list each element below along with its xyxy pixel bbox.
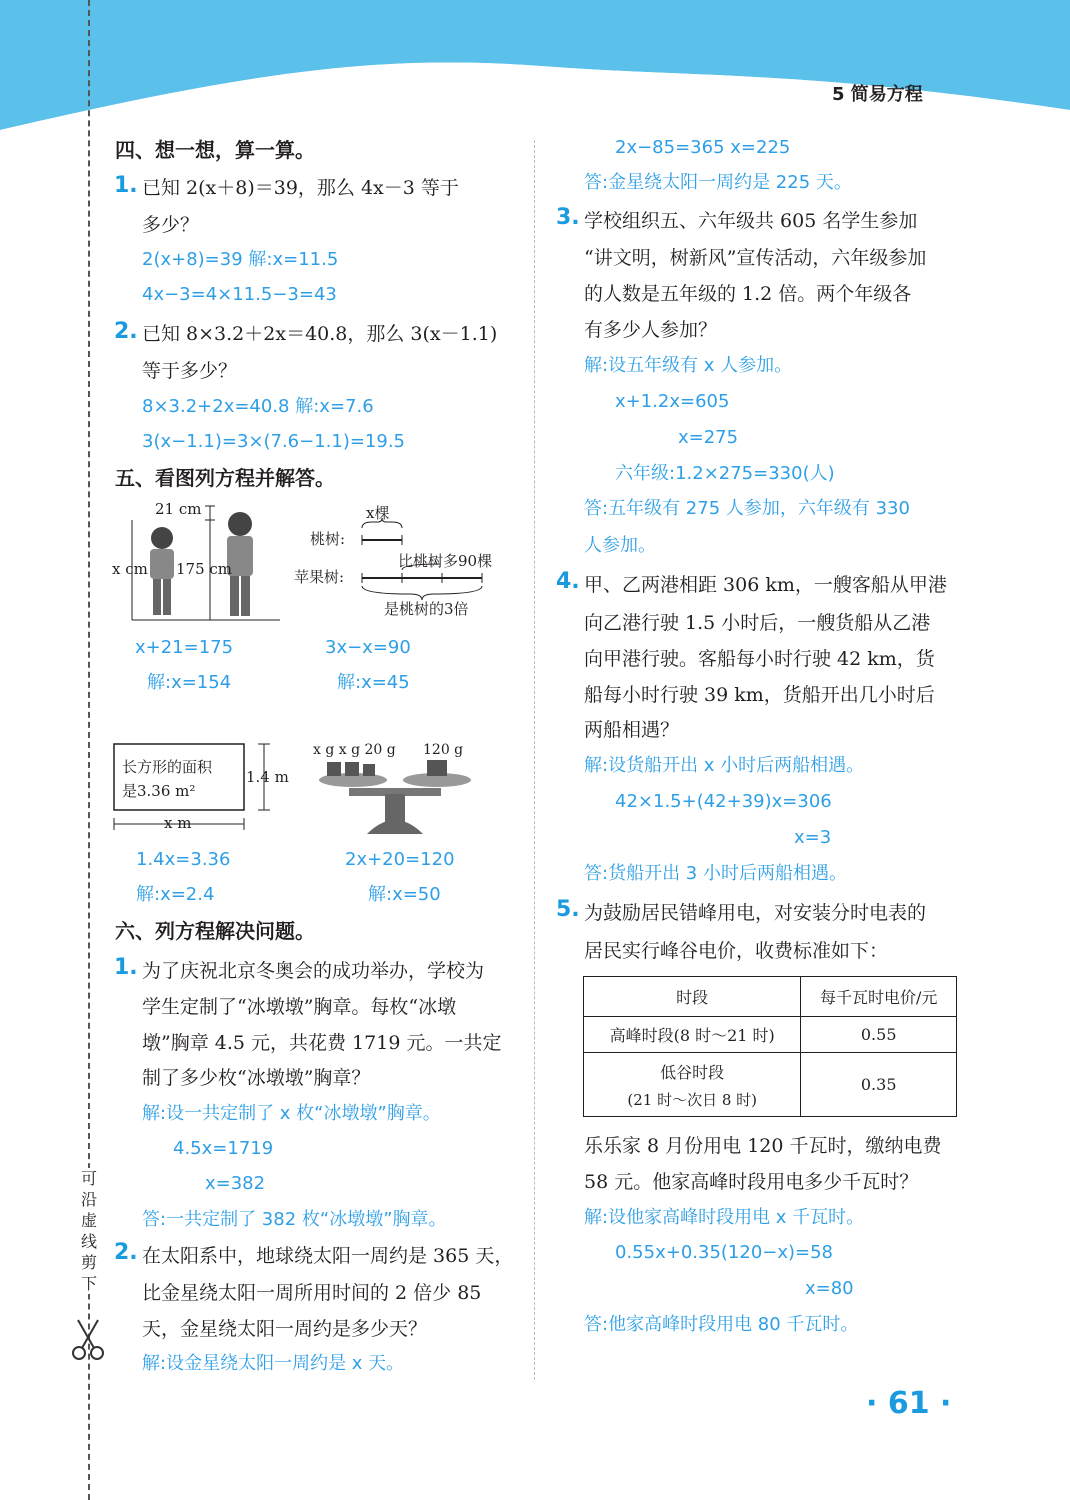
scissors-icon bbox=[70, 1318, 106, 1362]
q1-answer-line2: 4x−3=4×11.5−3=43 bbox=[142, 284, 337, 305]
chapter-title: 5 简易方程 bbox=[832, 84, 923, 105]
price-table-valley-period: 低谷时段 (21 时～次日 8 时) bbox=[584, 1053, 801, 1117]
p5-answer-line3: x=80 bbox=[805, 1278, 854, 1299]
fig1-answer-line2: 解:x=154 bbox=[147, 672, 232, 693]
p4-text-line5: 两船相遇？ bbox=[584, 719, 680, 741]
p5-text-line1: 为鼓励居民错峰用电，对安装分时电表的 bbox=[584, 902, 927, 924]
fig2-row2-label: 苹果树: bbox=[294, 568, 345, 586]
q2-answer-line2: 3(x−1.1)=3×(7.6−1.1)=19.5 bbox=[142, 431, 406, 452]
q2-text-line2: 等于多少？ bbox=[142, 360, 238, 382]
p1-text-line4: 制了多少枚“冰墩墩”胸章？ bbox=[142, 1067, 371, 1089]
tree-bar-figure bbox=[290, 498, 525, 628]
p5-text-line3: 乐乐家 8 月份用电 120 千瓦时，缴纳电费 bbox=[584, 1135, 942, 1157]
p2-answer-line1: 解:设金星绕太阳一周约是 x 天。 bbox=[142, 1353, 405, 1374]
q1-text-line2: 多少？ bbox=[142, 214, 200, 236]
p5-number: 5. bbox=[556, 897, 580, 922]
fig1-top-label: 21 cm bbox=[155, 500, 202, 518]
p4-text-line3: 向甲港行驶。客船每小时行驶 42 km，货 bbox=[584, 648, 935, 670]
p4-text-line2: 向乙港行驶 1.5 小时后，一艘货船从乙港 bbox=[584, 612, 931, 634]
fig3-bottom-label: x m bbox=[164, 814, 192, 832]
p5-answer-line4: 答:他家高峰时段用电 80 千瓦时。 bbox=[584, 1314, 859, 1335]
column-divider bbox=[534, 140, 535, 1380]
fig1-left-label: x cm bbox=[112, 560, 148, 578]
p2-number: 2. bbox=[114, 1240, 138, 1265]
fig4-left-label: x g x g 20 g bbox=[313, 742, 396, 758]
p3-answer-line6: 人参加。 bbox=[584, 535, 656, 556]
p1-answer-line2: 4.5x=1719 bbox=[173, 1138, 274, 1159]
header-banner bbox=[0, 0, 1070, 135]
fig2-times-label: 是桃树的3倍 bbox=[384, 600, 469, 618]
p2-answer-line2: 2x−85=365 x=225 bbox=[615, 137, 791, 158]
q2-text-line1: 已知 8×3.2＋2x＝40.8，那么 3(x－1.1) bbox=[142, 323, 498, 345]
p5-text-line2: 居民实行峰谷电价，收费标准如下： bbox=[584, 940, 889, 962]
q1-text-line1: 已知 2(x＋8)＝39，那么 4x－3 等于 bbox=[142, 177, 459, 199]
p1-answer-line3: x=382 bbox=[205, 1173, 266, 1194]
price-table-header-period: 时段 bbox=[584, 977, 801, 1017]
cut-instruction: 可 沿 虚 线 剪 下 bbox=[78, 1168, 100, 1294]
section-6-heading: 六、列方程解决问题。 bbox=[115, 919, 315, 943]
q1-number: 1. bbox=[114, 173, 138, 198]
price-table bbox=[583, 976, 957, 1117]
fig1-right-label: 175 cm bbox=[176, 560, 233, 578]
p1-answer-line1: 解:设一共定制了 x 枚“冰墩墩”胸章。 bbox=[142, 1103, 441, 1124]
p2-text-line1: 在太阳系中，地球绕太阳一周约是 365 天， bbox=[142, 1245, 514, 1267]
height-figure bbox=[110, 498, 290, 628]
p4-text-line1: 甲、乙两港相距 306 km，一艘客船从甲港 bbox=[584, 574, 947, 596]
fig2-answer-line1: 3x−x=90 bbox=[325, 637, 411, 658]
q2-number: 2. bbox=[114, 319, 138, 344]
p3-text-line3: 的人数是五年级的 1.2 倍。两个年级各 bbox=[584, 283, 912, 305]
p4-answer-line3: x=3 bbox=[794, 827, 832, 848]
p1-answer-line4: 答:一共定制了 382 枚“冰墩墩”胸章。 bbox=[142, 1209, 447, 1230]
q2-answer-line1: 8×3.2+2x=40.8 解:x=7.6 bbox=[142, 396, 374, 417]
fig2-row1-label: 桃树: bbox=[310, 530, 346, 548]
p3-answer-line3: x=275 bbox=[678, 427, 739, 448]
p2-answer-line3: 答:金星绕太阳一周约是 225 天。 bbox=[584, 172, 852, 193]
p2-text-line3: 天，金星绕太阳一周约是多少天？ bbox=[142, 1318, 428, 1340]
p3-number: 3. bbox=[556, 205, 580, 230]
p5-answer-line1: 解:设他家高峰时段用电 x 千瓦时。 bbox=[584, 1207, 865, 1228]
fig4-answer-line1: 2x+20=120 bbox=[345, 849, 455, 870]
p5-answer-line2: 0.55x+0.35(120−x)=58 bbox=[615, 1242, 834, 1263]
p4-text-line4: 船每小时行驶 39 km，货船开出几小时后 bbox=[584, 684, 935, 706]
price-table-peak-period: 高峰时段(8 时～21 时) bbox=[584, 1017, 801, 1053]
p5-text-line4: 58 元。他家高峰时段用电多少千瓦时？ bbox=[584, 1171, 919, 1193]
section-4-heading: 四、想一想，算一算。 bbox=[115, 138, 315, 162]
fig2-more-label: 比桃树多90棵 bbox=[398, 552, 493, 570]
rectangle-figure bbox=[110, 738, 300, 838]
price-table-header-price: 每千瓦时电价/元 bbox=[801, 977, 957, 1017]
p1-number: 1. bbox=[114, 955, 138, 980]
balance-figure bbox=[305, 736, 485, 840]
fig3-line1: 长方形的面积 bbox=[122, 758, 213, 776]
p4-answer-line4: 答:货船开出 3 小时后两船相遇。 bbox=[584, 863, 847, 884]
q1-answer-line1: 2(x+8)=39 解:x=11.5 bbox=[142, 249, 339, 270]
fig3-answer-line2: 解:x=2.4 bbox=[136, 884, 215, 905]
price-table-peak-price: 0.55 bbox=[801, 1017, 957, 1053]
page-number: · 61 · bbox=[866, 1386, 952, 1421]
fig3-line2: 是3.36 m² bbox=[122, 782, 196, 800]
p3-text-line1: 学校组织五、六年级共 605 名学生参加 bbox=[584, 210, 918, 232]
p1-text-line2: 学生定制了“冰墩墩”胸章。每枚“冰墩 bbox=[142, 996, 457, 1018]
fig4-right-label: 120 g bbox=[423, 742, 464, 758]
p3-answer-line2: x+1.2x=605 bbox=[615, 391, 730, 412]
p1-text-line1: 为了庆祝北京冬奥会的成功举办，学校为 bbox=[142, 960, 485, 982]
section-5-heading: 五、看图列方程并解答。 bbox=[115, 466, 335, 490]
p1-text-line3: 墩”胸章 4.5 元，共花费 1719 元。一共定 bbox=[142, 1032, 502, 1054]
fig3-answer-line1: 1.4x=3.36 bbox=[136, 849, 231, 870]
fig2-top-label: x棵 bbox=[366, 504, 390, 522]
fig1-answer-line1: x+21=175 bbox=[135, 637, 234, 658]
p3-text-line4: 有多少人参加？ bbox=[584, 319, 718, 341]
p3-text-line2: “讲文明，树新风”宣传活动，六年级参加 bbox=[584, 247, 927, 269]
p4-number: 4. bbox=[556, 569, 580, 594]
fig3-side-label: 1.4 m bbox=[246, 768, 289, 786]
price-table-valley-price: 0.35 bbox=[801, 1053, 957, 1117]
p3-answer-line5: 答:五年级有 275 人参加，六年级有 330 bbox=[584, 498, 910, 519]
p3-answer-line1: 解:设五年级有 x 人参加。 bbox=[584, 355, 793, 376]
p4-answer-line1: 解:设货船开出 x 小时后两船相遇。 bbox=[584, 755, 865, 776]
fig2-answer-line2: 解:x=45 bbox=[337, 672, 410, 693]
fig4-answer-line2: 解:x=50 bbox=[368, 884, 441, 905]
p3-answer-line4: 六年级:1.2×275=330(人) bbox=[615, 463, 835, 484]
p2-text-line2: 比金星绕太阳一周所用时间的 2 倍少 85 bbox=[142, 1282, 482, 1304]
p4-answer-line2: 42×1.5+(42+39)x=306 bbox=[615, 791, 832, 812]
